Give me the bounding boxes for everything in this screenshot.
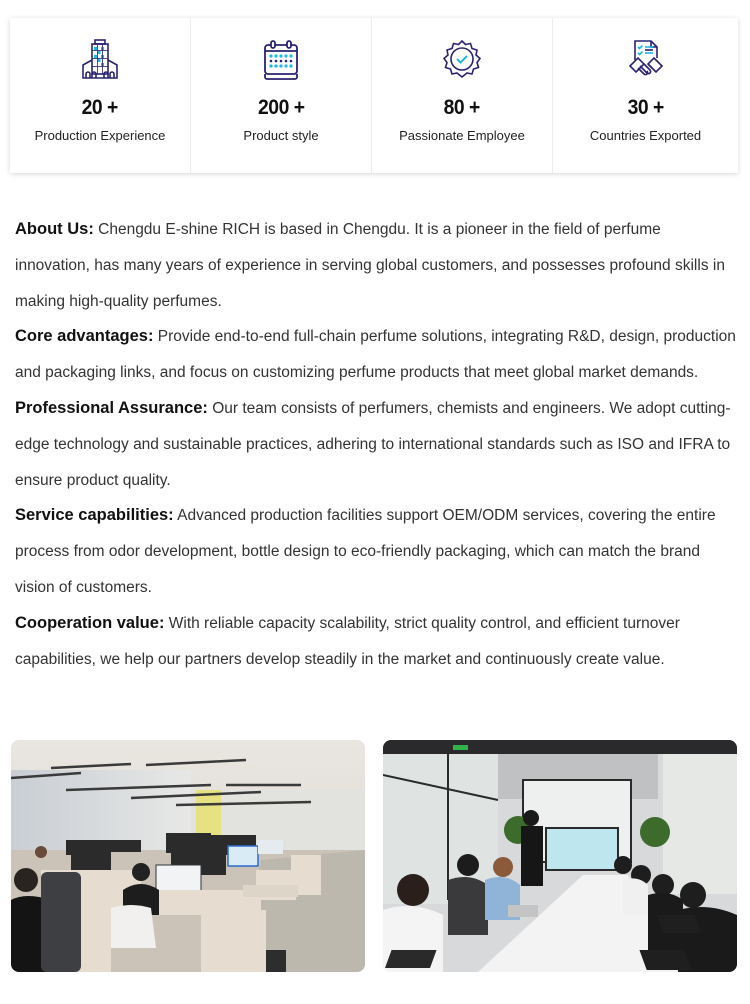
- about-section: [15, 212, 740, 677]
- cooperation-value-heading: Cooperation value:: [15, 613, 165, 632]
- about-us-heading: About Us:: [15, 220, 94, 238]
- office-photo: [11, 740, 365, 972]
- service-capabilities-text: Advanced production facilities support OEM/ODM services, covering the entire process from odor development, bottle design to eco-friendly packaging, which can match the brand vision of customers.: [15, 507, 716, 596]
- core-advantages-paragraph: [15, 319, 740, 391]
- stat-label: Production Experience: [34, 128, 166, 143]
- stat-product-style: [191, 18, 372, 173]
- stat-value: 200 +: [257, 96, 305, 119]
- badge-check-icon: [440, 38, 484, 82]
- professional-assurance-text: Our team consists of perfumers, chemists and engineers. We adopt cutting-edge technology and sustainable practices, adhering to international standards such as ISO and IFRA to ensure product quality.: [15, 399, 731, 489]
- stat-value: 30 +: [627, 96, 664, 119]
- professional-assurance-heading: Professional Assurance:: [15, 398, 208, 417]
- meeting-photo: [383, 740, 737, 972]
- stats-card: [10, 18, 738, 173]
- stat-label: Product style: [243, 128, 319, 143]
- professional-assurance-paragraph: [15, 391, 740, 498]
- building-icon: [78, 38, 122, 82]
- stat-label: Countries Exported: [589, 128, 702, 143]
- stat-value: 20 +: [81, 96, 119, 119]
- service-capabilities-heading: Service capabilities:: [15, 506, 174, 525]
- core-advantages-text: Provide end-to-end full-chain perfume solutions, integrating R&D, design, production and packaging links, and focus on customizing perfume products that meet global market demands.: [15, 328, 736, 382]
- about-us-paragraph: [15, 212, 740, 319]
- cooperation-value-paragraph: [15, 606, 740, 678]
- cooperation-value-text: With reliable capacity scalability, strict quality control, and efficient turnover capabilities, we help our partners develop steadily in the market and continuously create value.: [15, 614, 680, 668]
- handshake-contract-icon: [624, 38, 668, 82]
- stat-value: 80 +: [443, 96, 481, 119]
- stat-countries-exported: [553, 18, 738, 173]
- stat-production-experience: [10, 18, 191, 173]
- about-us-text: Chengdu E-shine RICH is based in Chengdu. It is a pioneer in the field of perfume innovation, has many years of experience in serving global customers, and possesses profound skills in making high-quality perfumes.: [15, 221, 725, 310]
- stat-passionate-employee: [372, 18, 553, 173]
- calendar-icon: [259, 38, 303, 82]
- service-capabilities-paragraph: [15, 498, 740, 605]
- core-advantages-heading: Core advantages:: [15, 327, 154, 346]
- stat-label: Passionate Employee: [399, 128, 525, 143]
